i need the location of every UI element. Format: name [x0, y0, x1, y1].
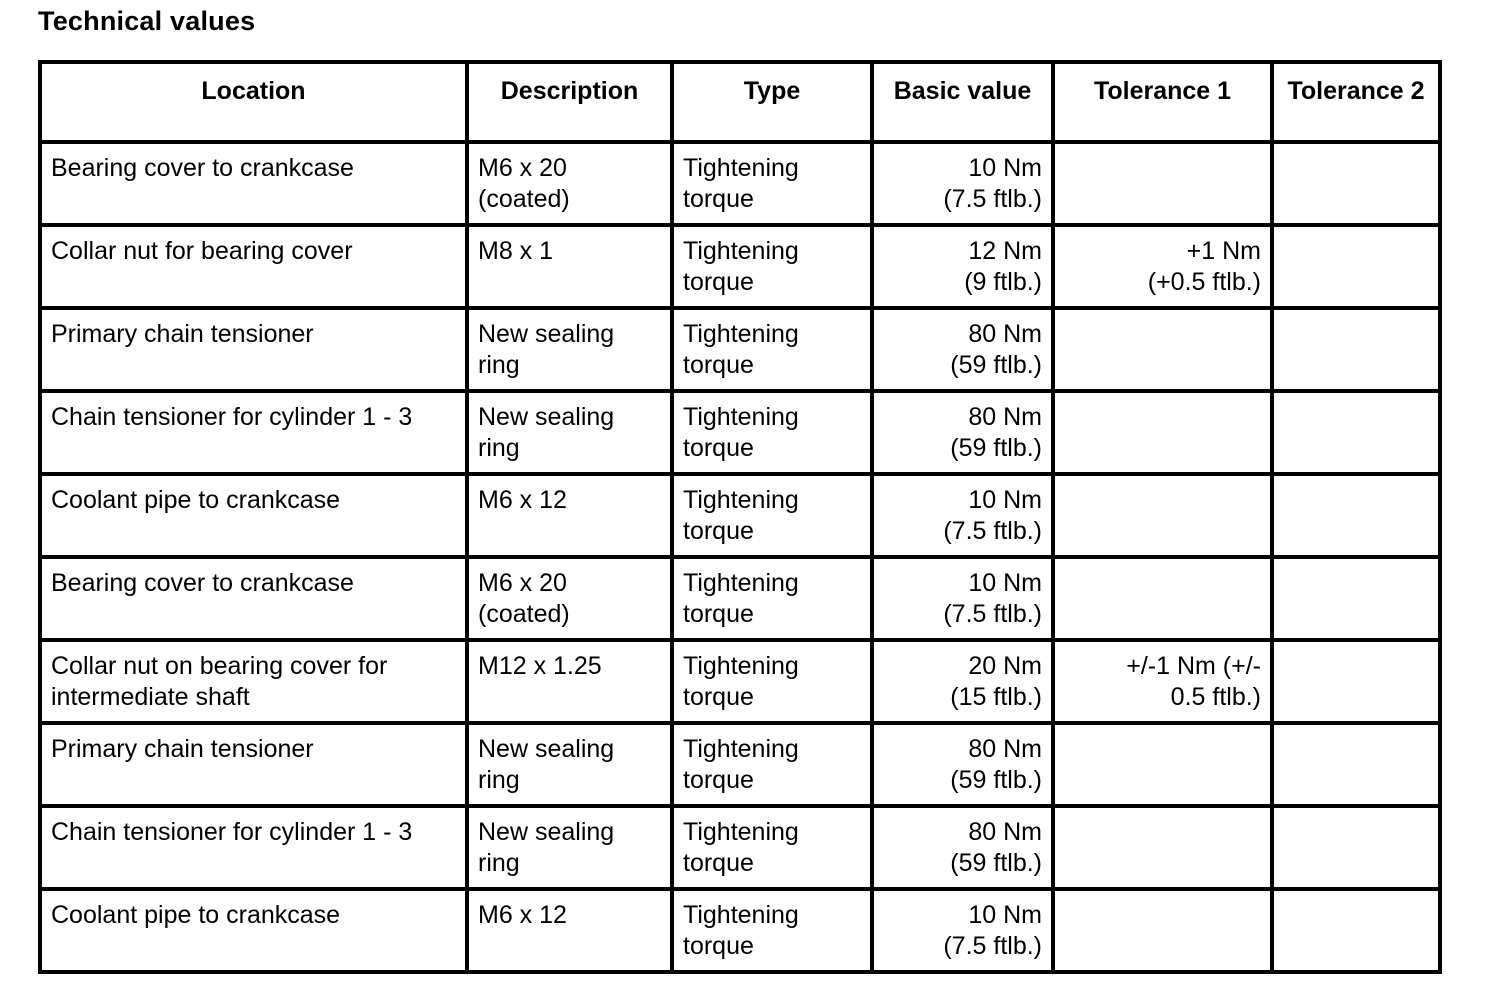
cell-basic-value-line: 20 Nm	[968, 652, 1042, 680]
cell-description	[467, 557, 672, 640]
cell-tolerance-1	[1053, 308, 1272, 391]
cell-basic-value-line: (59 ftlb.)	[950, 351, 1042, 379]
cell-location	[40, 142, 467, 225]
cell-description-line: (coated)	[478, 185, 570, 213]
cell-location	[40, 391, 467, 474]
cell-basic-value	[872, 557, 1053, 640]
cell-location	[40, 889, 467, 972]
cell-location-line: Collar nut on bearing cover for	[51, 652, 388, 680]
cell-basic-value-line: 10 Nm	[968, 569, 1042, 597]
cell-basic-value-line: 12 Nm	[968, 237, 1042, 265]
cell-location-line: Coolant pipe to crankcase	[51, 901, 341, 929]
cell-tolerance-2	[1272, 308, 1440, 391]
cell-type-line: torque	[683, 683, 754, 711]
cell-tolerance-2	[1272, 474, 1440, 557]
cell-basic-value-line: 10 Nm	[968, 901, 1042, 929]
cell-tolerance-1	[1053, 557, 1272, 640]
cell-tolerance-2	[1272, 391, 1440, 474]
cell-type-line: Tightening	[683, 818, 799, 846]
cell-description-line: (coated)	[478, 600, 570, 628]
cell-type	[672, 474, 872, 557]
cell-tolerance-1-line: 0.5 ftlb.)	[1170, 683, 1261, 711]
cell-tolerance-1	[1053, 142, 1272, 225]
column-header-type: Type	[672, 62, 872, 142]
cell-basic-value	[872, 806, 1053, 889]
cell-tolerance-1-line: +1 Nm	[1186, 237, 1261, 265]
cell-type	[672, 723, 872, 806]
cell-description-line: M6 x 12	[478, 901, 567, 929]
cell-basic-value-line: 80 Nm	[968, 320, 1042, 348]
cell-description-line: M6 x 12	[478, 486, 567, 514]
table-row	[40, 640, 1440, 723]
cell-location	[40, 723, 467, 806]
cell-description-line: New sealing	[478, 403, 615, 431]
cell-basic-value	[872, 142, 1053, 225]
table-row	[40, 557, 1440, 640]
cell-tolerance-1-line: +/-1 Nm (+/-	[1126, 652, 1261, 680]
cell-description	[467, 640, 672, 723]
cell-basic-value-line: (59 ftlb.)	[950, 434, 1042, 462]
cell-location-line: Bearing cover to crankcase	[51, 569, 354, 597]
cell-tolerance-2	[1272, 723, 1440, 806]
cell-location	[40, 640, 467, 723]
cell-basic-value	[872, 474, 1053, 557]
cell-tolerance-1-line: (+0.5 ftlb.)	[1147, 268, 1261, 296]
table-header	[40, 62, 1440, 142]
cell-type	[672, 889, 872, 972]
cell-type	[672, 391, 872, 474]
cell-type-line: Tightening	[683, 154, 799, 182]
cell-basic-value	[872, 889, 1053, 972]
cell-type-line: Tightening	[683, 237, 799, 265]
cell-type	[672, 225, 872, 308]
cell-basic-value-line: 10 Nm	[968, 154, 1042, 182]
table-row	[40, 806, 1440, 889]
cell-location-line: intermediate shaft	[51, 683, 250, 711]
cell-basic-value-line: 80 Nm	[968, 403, 1042, 431]
cell-tolerance-1	[1053, 723, 1272, 806]
cell-basic-value-line: 10 Nm	[968, 486, 1042, 514]
cell-tolerance-1	[1053, 640, 1272, 723]
cell-description-line: ring	[478, 351, 520, 379]
cell-basic-value	[872, 225, 1053, 308]
cell-description	[467, 225, 672, 308]
cell-type-line: torque	[683, 268, 754, 296]
table-row	[40, 225, 1440, 308]
cell-description	[467, 391, 672, 474]
table-row	[40, 723, 1440, 806]
header-row	[40, 62, 1440, 142]
cell-tolerance-1	[1053, 806, 1272, 889]
cell-description-line: New sealing	[478, 818, 615, 846]
cell-basic-value-line: (15 ftlb.)	[950, 683, 1042, 711]
cell-description	[467, 806, 672, 889]
cell-basic-value-line: 80 Nm	[968, 735, 1042, 763]
cell-basic-value-line: (7.5 ftlb.)	[943, 600, 1042, 628]
cell-basic-value-line: 80 Nm	[968, 818, 1042, 846]
cell-type-line: torque	[683, 517, 754, 545]
technical-values-table	[38, 60, 1442, 974]
cell-basic-value	[872, 391, 1053, 474]
cell-tolerance-2	[1272, 640, 1440, 723]
cell-description-line: ring	[478, 849, 520, 877]
column-header-basic-value: Basic value	[872, 62, 1053, 142]
cell-type	[672, 640, 872, 723]
cell-tolerance-1	[1053, 474, 1272, 557]
cell-basic-value-line: (9 ftlb.)	[964, 268, 1042, 296]
table-row	[40, 391, 1440, 474]
cell-tolerance-2	[1272, 806, 1440, 889]
cell-description-line: M6 x 20	[478, 569, 567, 597]
cell-type	[672, 806, 872, 889]
cell-type-line: Tightening	[683, 403, 799, 431]
cell-description-line: M12 x 1.25	[478, 652, 602, 680]
cell-basic-value-line: (7.5 ftlb.)	[943, 517, 1042, 545]
cell-tolerance-2	[1272, 557, 1440, 640]
cell-location	[40, 557, 467, 640]
cell-type-line: Tightening	[683, 486, 799, 514]
cell-location	[40, 474, 467, 557]
cell-description-line: New sealing	[478, 320, 615, 348]
table-row	[40, 889, 1440, 972]
column-header-description: Description	[467, 62, 672, 142]
cell-description-line: M8 x 1	[478, 237, 554, 265]
cell-tolerance-1	[1053, 225, 1272, 308]
cell-description	[467, 474, 672, 557]
cell-type	[672, 308, 872, 391]
cell-basic-value	[872, 308, 1053, 391]
cell-basic-value-line: (59 ftlb.)	[950, 849, 1042, 877]
cell-type-line: torque	[683, 932, 754, 960]
cell-tolerance-2	[1272, 225, 1440, 308]
cell-location-line: Collar nut for bearing cover	[51, 237, 353, 265]
cell-type-line: torque	[683, 351, 754, 379]
column-header-tolerance-2: Tolerance 2	[1272, 62, 1440, 142]
cell-tolerance-1	[1053, 889, 1272, 972]
cell-location	[40, 806, 467, 889]
column-header-tolerance-1: Tolerance 1	[1053, 62, 1272, 142]
cell-description-line: ring	[478, 434, 520, 462]
table-row	[40, 142, 1440, 225]
cell-type-line: Tightening	[683, 652, 799, 680]
cell-type-line: torque	[683, 766, 754, 794]
cell-type-line: torque	[683, 185, 754, 213]
cell-location	[40, 308, 467, 391]
cell-basic-value	[872, 723, 1053, 806]
cell-description-line: ring	[478, 766, 520, 794]
table-row	[40, 308, 1440, 391]
cell-basic-value-line: (59 ftlb.)	[950, 766, 1042, 794]
cell-basic-value	[872, 640, 1053, 723]
cell-tolerance-1	[1053, 391, 1272, 474]
cell-type-line: torque	[683, 434, 754, 462]
cell-type-line: Tightening	[683, 320, 799, 348]
cell-description	[467, 308, 672, 391]
cell-type	[672, 142, 872, 225]
cell-description	[467, 889, 672, 972]
cell-basic-value-line: (7.5 ftlb.)	[943, 932, 1042, 960]
cell-location-line: Primary chain tensioner	[51, 320, 314, 348]
column-header-location: Location	[40, 62, 467, 142]
cell-tolerance-2	[1272, 889, 1440, 972]
cell-location-line: Coolant pipe to crankcase	[51, 486, 341, 514]
cell-tolerance-2	[1272, 142, 1440, 225]
cell-type-line: Tightening	[683, 735, 799, 763]
table-row	[40, 474, 1440, 557]
table-body	[40, 142, 1440, 972]
cell-basic-value-line: (7.5 ftlb.)	[943, 185, 1042, 213]
cell-location-line: Chain tensioner for cylinder 1 - 3	[51, 403, 413, 431]
page-title: Technical values	[38, 6, 256, 36]
cell-description	[467, 723, 672, 806]
cell-location-line: Primary chain tensioner	[51, 735, 314, 763]
cell-location-line: Chain tensioner for cylinder 1 - 3	[51, 818, 413, 846]
cell-type-line: Tightening	[683, 569, 799, 597]
cell-type	[672, 557, 872, 640]
cell-location	[40, 225, 467, 308]
cell-description-line: New sealing	[478, 735, 615, 763]
cell-type-line: torque	[683, 600, 754, 628]
cell-description	[467, 142, 672, 225]
cell-type-line: Tightening	[683, 901, 799, 929]
cell-description-line: M6 x 20	[478, 154, 567, 182]
cell-type-line: torque	[683, 849, 754, 877]
cell-location-line: Bearing cover to crankcase	[51, 154, 354, 182]
